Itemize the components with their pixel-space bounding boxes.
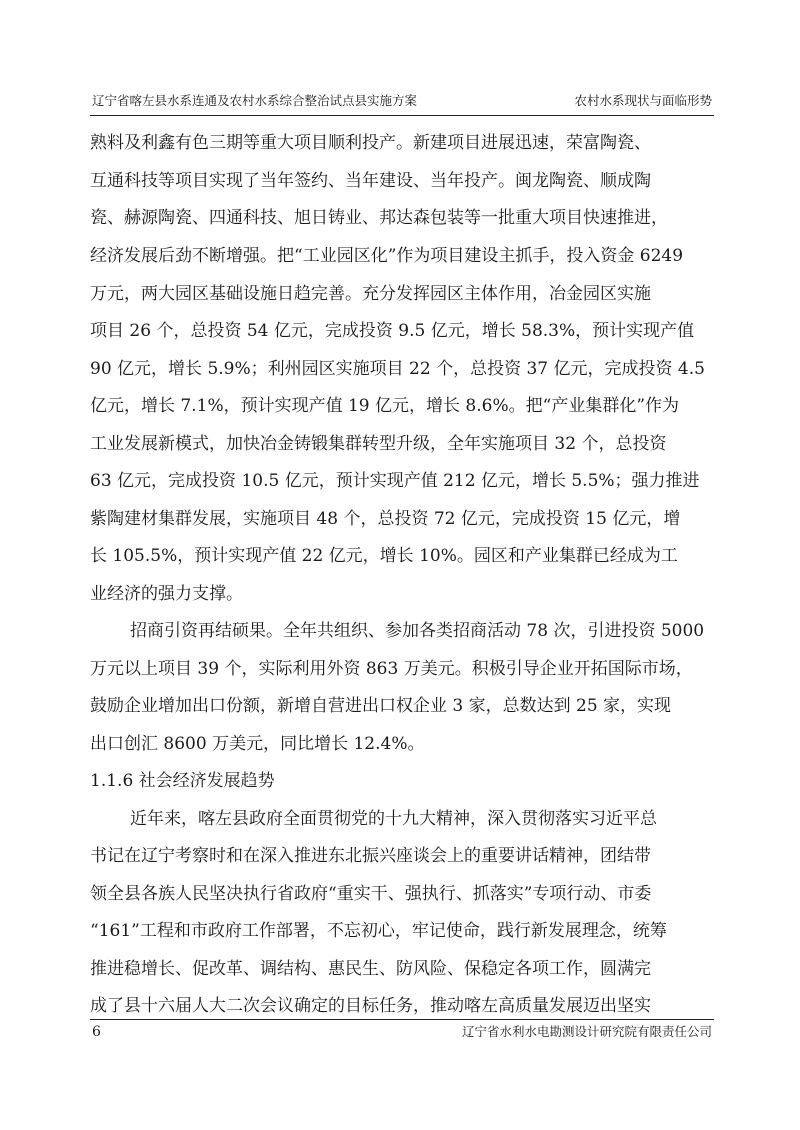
header-document-title: 辽宁省喀左县水系连通及农村水系综合整治试点县实施方案 xyxy=(92,93,418,108)
text-line: 出口创汇 8600 万美元，同比增长 12.4%。 xyxy=(90,734,425,754)
text-line: 推进稳增长、促改革、调结构、惠民生、防风险、保稳定各项工作，圆满完 xyxy=(90,959,651,979)
footer-divider xyxy=(90,1019,714,1020)
text-line: 万元，两大园区基础设施日趋完善。充分发挥园区主体作用，冶金园区实施 xyxy=(90,284,651,304)
text-line: 瓷、赫源陶瓷、四通科技、旭日铸业、邦达森包装等一批重大项目快速推进， xyxy=(90,208,668,228)
text-line: 亿元，增长 7.1%，预计实现产值 19 亿元，增长 8.6%。把“产业集群化”作为 xyxy=(90,396,680,416)
text-line: 近年来，喀左县政府全面贯彻党的十九大精神，深入贯彻落实习近平总 xyxy=(130,809,657,829)
text-line: 工业发展新模式，加快冶金铸锻集群转型升级，全年实施项目 32 个，总投资 xyxy=(90,434,667,454)
section-heading: 1.1.6 社会经济发展趋势 xyxy=(90,771,275,791)
text-line: 经济发展后劲不断增强。把“工业园区化”作为项目建设主抓手，投入资金 6249 xyxy=(90,246,684,266)
text-line: 90 亿元，增长 5.9%；利州园区实施项目 22 个，总投资 37 亿元，完成投资 4.5 xyxy=(90,359,705,379)
text-line: “161”工程和市政府工作部署，不忘初心，牢记使命，践行新发展理念，统筹 xyxy=(90,921,667,941)
text-line: 业经济的强力支撑。 xyxy=(90,584,243,604)
text-line: 63 亿元，完成投资 10.5 亿元，预计实现产值 212 亿元，增长 5.5%；强力推进 xyxy=(90,471,700,491)
header-chapter-title: 农村水系现状与面临形势 xyxy=(574,93,712,108)
header-divider xyxy=(90,115,714,116)
text-line: 成了县十六届人大二次会议确定的目标任务，推动喀左高质量发展迈出坚实 xyxy=(90,996,651,1016)
text-line: 万元以上项目 39 个，实际利用外资 863 万美元。积极引导企业开拓国际市场， xyxy=(90,659,693,679)
text-line: 互通科技等项目实现了当年签约、当年建设、当年投产。闽龙陶瓷、顺成陶 xyxy=(90,171,651,191)
text-line: 紫陶建材集群发展，实施项目 48 个，总投资 72 亿元，完成投资 15 亿元，增 xyxy=(90,509,681,529)
text-line: 书记在辽宁考察时和在深入推进东北振兴座谈会上的重要讲话精神，团结带 xyxy=(90,846,651,866)
footer-organization: 辽宁省水利水电勘测设计研究院有限责任公司 xyxy=(461,1024,712,1039)
text-line: 长 105.5%，预计实现产值 22 亿元，增长 10%。园区和产业集群已经成为工 xyxy=(90,546,678,566)
page-number: 6 xyxy=(92,1024,101,1040)
text-line: 招商引资再结硕果。全年共组织、参加各类招商活动 78 次，引进投资 5000 xyxy=(130,621,705,641)
text-line: 熟料及利鑫有色三期等重大项目顺利投产。新建项目进展迅速，荣富陶瓷、 xyxy=(90,133,651,153)
text-line: 项目 26 个，总投资 54 亿元，完成投资 9.5 亿元，增长 58.3%，预计实现产值 xyxy=(90,321,695,341)
text-line: 鼓励企业增加出口份额，新增自营进出口权企业 3 家，总数达到 25 家，实现 xyxy=(90,696,672,716)
text-line: 领全县各族人民坚决执行省政府“重实干、强执行、抓落实”专项行动、市委 xyxy=(90,884,652,904)
